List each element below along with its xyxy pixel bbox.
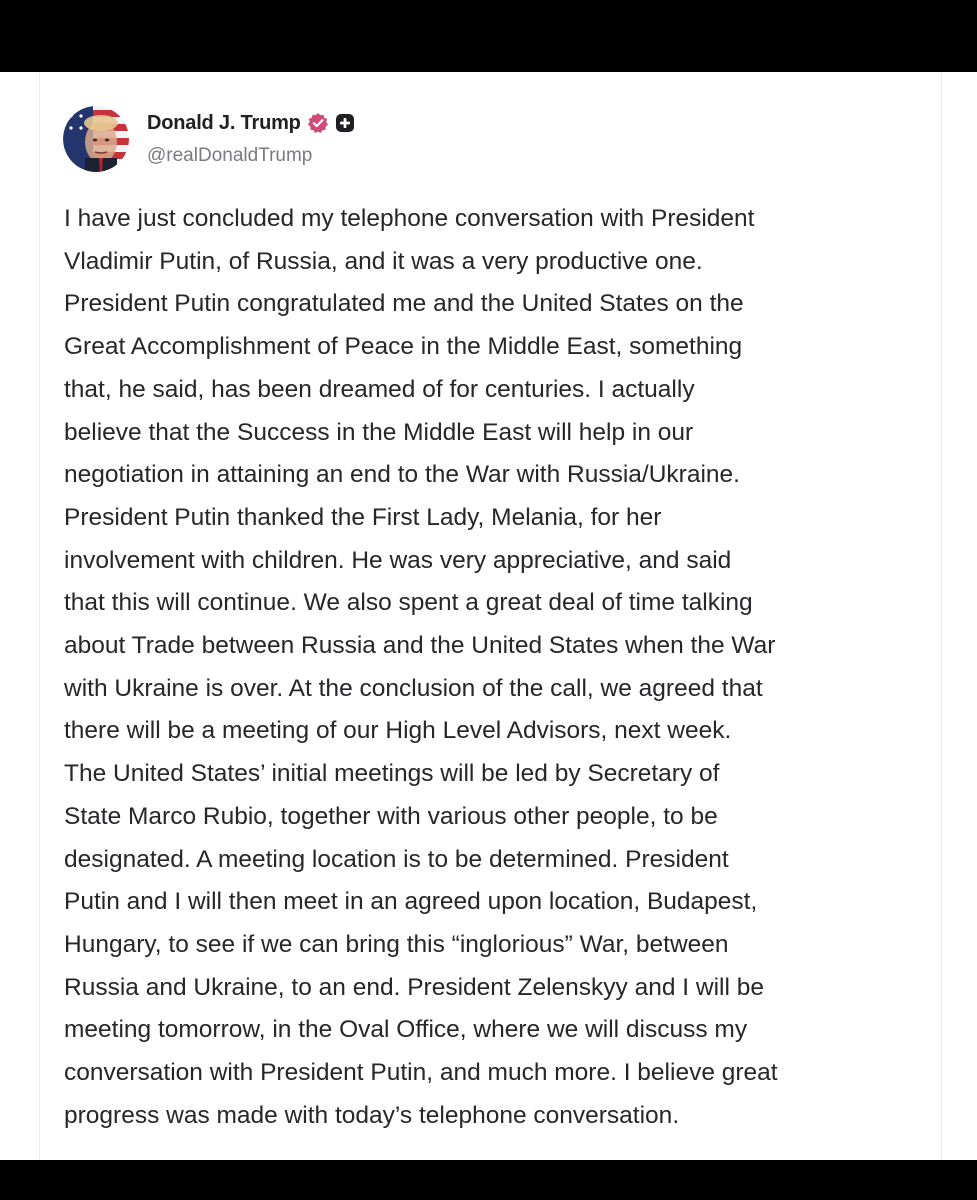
post-text-line: Vladimir Putin, of Russia, and it was a very productive one. (64, 247, 703, 275)
post-text-line: Putin and I will then meet in an agreed upon location, Budapest, (64, 888, 758, 916)
post-text-line: designated. A meeting location is to be determined. President (64, 845, 729, 873)
author-avatar[interactable] (63, 106, 129, 172)
post-text-line: State Marco Rubio, together with various other people, to be (64, 802, 718, 830)
top-letterbox-bar (0, 0, 977, 72)
post-text-line: that this will continue. We also spent a great deal of time talking (64, 589, 753, 617)
post-text-line: about Trade between Russia and the United States when the War (64, 632, 776, 660)
post-text-line: President Putin thanked the First Lady, Melania, for her (64, 503, 662, 531)
author-display-name[interactable]: Donald J. Trump (147, 111, 301, 134)
verified-badge-icon (307, 112, 329, 134)
post-text-line: President Putin congratulated me and the United States on the (64, 290, 744, 318)
post-text-line: progress was made with today’s telephone conversation. (64, 1101, 680, 1129)
author-name-row (147, 110, 355, 136)
post-text-line: with Ukraine is over. At the conclusion of the call, we agreed that (64, 674, 763, 702)
card-border-left (39, 72, 40, 1160)
card-border-right (941, 72, 942, 1160)
post-text-line: conversation with President Putin, and much more. I believe great (64, 1059, 778, 1087)
post-card (0, 72, 977, 1160)
post-text-line: that, he said, has been dreamed of for centuries. I actually (64, 375, 695, 403)
bottom-letterbox-bar (0, 1160, 977, 1200)
post-text-line: believe that the Success in the Middle East will help in our (64, 418, 694, 446)
post-text-line: negotiation in attaining an end to the War with Russia/Ukraine. (64, 461, 740, 489)
post-text-line: involvement with children. He was very appreciative, and said (64, 546, 732, 574)
post-text-line: The United States’ initial meetings will be led by Secretary of (64, 760, 720, 788)
post-text (64, 198, 934, 1137)
avatar-image (63, 106, 129, 172)
plus-badge-icon (335, 113, 355, 133)
post-text-line: there will be a meeting of our High Level Advisors, next week. (64, 717, 732, 745)
post-text-line: Hungary, to see if we can bring this “inglorious” War, between (64, 930, 729, 958)
post-text-line: I have just concluded my telephone conversation with President (64, 205, 755, 232)
post-text-line: Great Accomplishment of Peace in the Middle East, something (64, 333, 743, 361)
post-text-line: Russia and Ukraine, to an end. President Zelenskyy and I will be (64, 973, 764, 1001)
author-handle[interactable]: @realDonaldTrump (147, 145, 313, 166)
post-text-line: meeting tomorrow, in the Oval Office, where we will discuss my (64, 1016, 748, 1044)
